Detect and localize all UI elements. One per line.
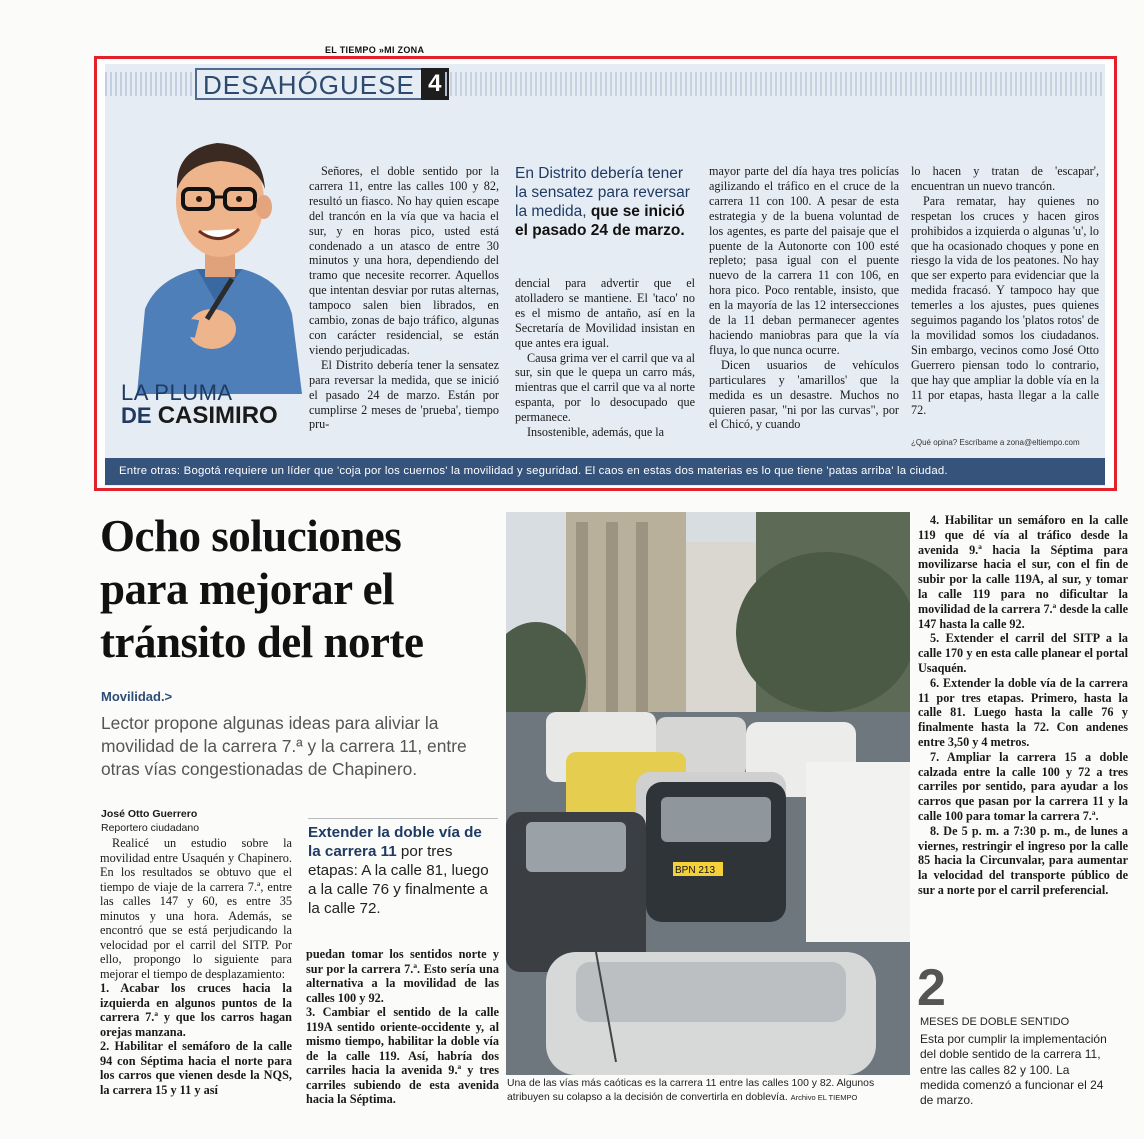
proposal-3: 3. Cambiar el sentido de la calle 119A sentido oriente-occidente y, al mismo tiempo, habilitar la doble vía de la calle 119. Así, habría dos carriles hacia la avenida 9.ª y tres carriles subiendo de esta avenida hacia la Séptima.	[306, 1005, 499, 1106]
pullquote-lead: En Distrito debería tener la sensatez para reversar la medida,	[515, 165, 690, 220]
section-kicker: Movilidad.>	[101, 689, 173, 704]
author-role: Reportero ciudadano	[101, 822, 200, 834]
signature-line1: LA PLUMA	[121, 380, 233, 405]
proposal-2: 2. Habilitar el semáforo de la calle 94 con Séptima hacia el norte para los carros que vienen desde la NQS, la carrera 15 y 11 y así	[100, 1039, 292, 1097]
proposal-5: 5. Extender el carril del SITP a la calle 170 y en esta calle planear el portal Usaquén.	[918, 631, 1128, 675]
contact-line: ¿Qué opina? Escríbame a zona@eltiempo.com	[911, 438, 1080, 447]
paragraph: Insostenible, además, que la	[527, 425, 665, 440]
column-pullquote	[515, 164, 690, 240]
column-text-1	[309, 164, 499, 432]
photo-caption	[507, 1077, 907, 1105]
article-deck: Lector propone algunas ideas para aliviar la movilidad de la carrera 7.ª y la carrera 11, entre otras vías congestionadas de Chapinero.	[101, 713, 467, 779]
stat-label: MESES DE DOBLE SENTIDO	[920, 1016, 1070, 1028]
section-bar	[105, 64, 1105, 102]
column-text-3	[709, 164, 899, 432]
proposal-4: 4. Habilitar un semáforo en la calle 119 que dé vía al tráfico desde la avenida 9.ª hacia la Séptima para movilizarse hacia el sur, con el fin de subir por la calle 119A, al sur, y tomar la calle 119 para no dificultar la movilidad de la carrera 7.ª desde la calle 147 hasta la calle 92.	[918, 513, 1128, 631]
paragraph: dencial para advertir que el atolladero se mantiene. El 'taco' no es el mismo de antaño, así en la Secretaría de Movilidad insistan en que antes era igual.	[515, 276, 695, 350]
paragraph: Para rematar, hay quienes no respetan los cruces y hacen giros prohibidos a izquierda o algunas 'u', lo que ha ocasionado choques y pone en riesgo la vida de los peatones. No hay que ser experto para evidenciar que la medida fracasó. Y tampoco hay que temerles a los ajustes, pues quienes seguimos pagando los 'platos rotos' de la movilidad somos los ciudadanos. Sin embargo, vecinos como José Otto Guerrero piensan todo lo contrario, que hay que ampliar la doble vía en la 11 por etapas, hasta llegar a la calle 72.	[911, 193, 1099, 417]
pullquote-rest: por tres etapas: A la calle 81, luego a la calle 76 y finalmente a la calle 72.	[308, 843, 489, 917]
article-pullquote	[308, 818, 498, 918]
column-text-2	[515, 276, 695, 440]
article-column-3	[918, 513, 1128, 898]
decorative-stripes	[445, 72, 1105, 96]
signature-line2	[121, 404, 278, 428]
caption-text: Una de las vías más caóticas es la carrera 11 entre las calles 100 y 82. Algunos atribuyen su colapso a la decisión de convertirla en doblevía.	[507, 1078, 875, 1103]
photo-credit: Archivo EL TIEMPO	[790, 1093, 858, 1102]
article-column-1	[100, 836, 292, 1097]
article-column-2	[306, 947, 499, 1107]
signature-name: CASIMIRO	[157, 402, 278, 429]
stat-text: Esta por cumplir la implementación del doble sentido de la carrera 11, entre las calles 82 y 100. La medida comenzó a funcionar el 24 de marzo.	[920, 1032, 1107, 1108]
article-headline: Ocho soluciones para mejorar el tránsito del norte	[100, 511, 424, 667]
paragraph: Causa grima ver el carril que va al sur, sin que le quepa un carro más, mientras que el carril que va al norte espanta, por lo desocupado que permanece.	[515, 350, 695, 425]
paragraph: Señores, el doble sentido por la carrera 11, entre las calles 100 y 82, resultó un fiasco. No hay quien escape del trancón en la vía que va hacia el sur, y en horas pico, usted está condenado a un atasco de entre 30 minutos y una hora, dependiendo del tramo que necesite recorrer. Aquellos que intentan desviar por rutas alternas, tampoco salen bien librados, en cambio, zonas de bajo tráfico, algunas con carácter residencial, se están viendo perjudicadas.	[309, 164, 499, 357]
proposal-1: 1. Acabar los cruces hacia la izquierda en algunos puntos de la carrera 7.ª y que los carros hagan orejas manzana.	[100, 981, 292, 1039]
license-plate: BPN 213	[675, 865, 716, 876]
paragraph: puedan tomar los sentidos norte y sur por la carrera 7.ª. Esto sería una alternativa a la movilidad de las calles 100 y 92.	[306, 947, 499, 1005]
pullquote-bold: Extender la doble vía de la carrera 11	[308, 824, 482, 860]
traffic-photo	[506, 512, 910, 1075]
author-name: José Otto Guerrero	[101, 808, 198, 820]
paragraph: Realicé un estudio sobre la movilidad entre Usaquén y Chapinero. En los resultados se obtuvo que el tiempo de viaje de la carrera 7.ª, entre las calles 147 y 60, es entre 35 minutos y una hora. Además, se encontró que se está perjudicando la velocidad por el carril del SITP. Por ello, propongo lo siguiente para mejorar el tiempo de desplazamiento:	[100, 836, 292, 981]
columnist-signature	[121, 382, 278, 428]
paragraph: El Distrito debería tener la sensatez para reversar la medida, que se inició el pasado 24 de marzo. Están por cumplirse 2 meses de 'prueba', tiempo pru-	[309, 357, 499, 432]
proposal-6: 6. Extender la doble vía de la carrera 11 por tres etapas. Primero, hasta la calle 81. Luego hasta la calle 76 y finalmente hasta la 72. Con andenes entre 3,50 y 4 metros.	[918, 675, 1128, 749]
section-label	[195, 68, 449, 100]
paragraph: Dicen usuarios de vehículos particulares y 'amarillos' que la medida es un desastre. Muchos no quieren pasar, "ni por las curvas", por el Chicó, y cuando	[709, 357, 899, 432]
columnist-caricature	[117, 119, 312, 394]
masthead: EL TIEMPO »MI ZONA	[325, 45, 425, 55]
stat-number: 2	[917, 959, 946, 1017]
desahoguese-box	[94, 56, 1117, 491]
entre-otras-bar: Entre otras: Bogotá requiere un líder que 'coja por los cuernos' la movilidad y seguridad. El caos en estas dos materias es lo que tiene 'patas arriba' la ciudad.	[105, 458, 1105, 485]
desahoguese-panel	[105, 64, 1105, 486]
pullquote-bold: que se inició el pasado 24 de marzo.	[515, 203, 685, 239]
byline	[101, 807, 199, 835]
proposal-7: 7. Ampliar la carrera 15 a doble calzada entre la calle 100 y 72 a tres carriles por sentido, para ayudar a los carros que pasan por la carrera 11 y la calle 100 para tomar la carrera 7.ª.	[918, 749, 1128, 823]
paragraph: lo hacen y tratan de 'escapar', encuentran un nuevo trancón.	[911, 164, 1099, 193]
paragraph: mayor parte del día haya tres policías agilizando el tráfico en el cruce de la carrera 11 con 100. A pesar de esta estrategia y de la buena voluntad de los agentes, es parte del paisaje que el puente de la Autonorte con 100 esté repleto; pasa igual con el puente nuevo de la carrera 11 con 106, en hora pico. Poco rentable, insisto, que en la mayoría de las 12 intersecciones de la 11 deban permanecer agentes haciendo maniobras para que la vía fluya, lo que nunca ocurre.	[709, 164, 899, 357]
signature-de: DE	[121, 403, 152, 428]
column-text-4	[911, 164, 1099, 417]
section-title: DESAHÓGUESE	[195, 68, 421, 100]
proposal-8: 8. De 5 p. m. a 7:30 p. m., de lunes a viernes, restringir el ingreso por la calle 85 hacia la Circunvalar, para aumentar la velocidad del transporte público de sur a norte por el carril preferencial.	[918, 823, 1128, 897]
decorative-stripes	[105, 72, 193, 96]
section-number: 4	[421, 68, 449, 100]
